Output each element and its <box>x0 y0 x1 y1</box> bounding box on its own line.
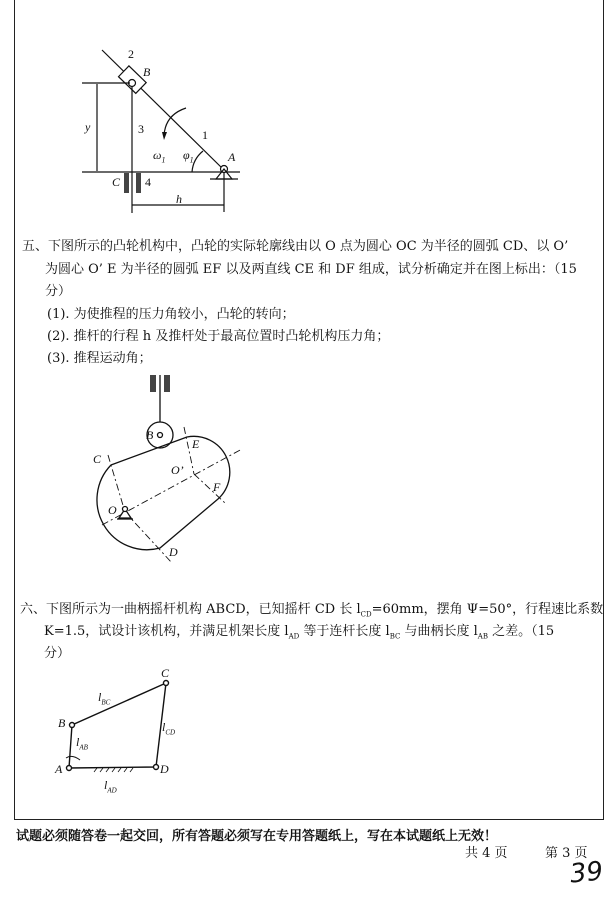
sub-ab-fig: AB <box>79 743 88 752</box>
total-pages: 共 4 页 <box>465 846 508 861</box>
current-page: 第 3 页 <box>545 846 588 861</box>
footer-notice: 试题必须随答卷一起交回，所有答题必须写在专用答题纸上，写在本试题纸上无效！ <box>16 829 498 844</box>
q6-line-1-text: 六、下图所示为一曲柄摇杆机构 ABCD，已知摇杆 CD 长 l <box>20 602 361 617</box>
q6-line-2-end: 之差。（15 <box>487 624 555 639</box>
link-label-A: A <box>55 762 63 776</box>
label-h: h <box>176 192 182 206</box>
sub-ab: AB <box>477 632 488 641</box>
cam-label-C: C <box>93 452 102 466</box>
sub-bc: BC <box>389 632 401 641</box>
cam-label-D: D <box>169 545 178 559</box>
link-label-B: B <box>58 716 66 730</box>
sub-ad-fig: AD <box>107 786 117 795</box>
link-label-lcd <box>162 720 175 736</box>
label-4: 4 <box>145 175 151 189</box>
l-bc: l <box>98 690 102 704</box>
l-cd: l <box>162 720 166 734</box>
sub-bc-fig: BC <box>101 698 111 707</box>
cam-label-O: O <box>108 503 117 517</box>
phi-symbol: φ <box>183 148 190 162</box>
cam-label-E: E <box>192 437 200 451</box>
cam-label-O-prime: O’ <box>171 463 184 477</box>
q5-line-1: 五、下图所示的凸轮机构中，凸轮的实际轮廓线由以 O 点为圆心 OC 为半径的圆弧 CD、以 O’ <box>22 239 569 254</box>
sub-cd: CD <box>360 610 372 619</box>
q6-line-2-text: K=1.5，试设计该机构，并满足机架长度 l <box>44 624 289 639</box>
label-B: B <box>143 65 151 79</box>
cam-label-F: F <box>213 480 221 494</box>
label-C: C <box>112 175 121 189</box>
link-label-C: C <box>161 666 170 680</box>
sub-ad: AD <box>288 632 300 641</box>
q6-line-1-rest: =60mm，摆角 Ψ=50°，行程速比系数 <box>371 602 604 617</box>
link-label-lbc <box>98 690 110 706</box>
label-y: y <box>85 120 91 134</box>
label-A: A <box>228 150 236 164</box>
q5-item-3: (3). 推程运动角； <box>47 351 152 366</box>
q5-item-2: (2). 推杆的行程 h 及推杆处于最高位置时凸轮机构压力角； <box>47 329 390 344</box>
link-label-lad <box>104 778 117 794</box>
q6-line-3: 分） <box>44 646 71 661</box>
q5-item-1: (1). 为使推程的压力角较小，凸轮的转向； <box>47 307 295 322</box>
l-ad: l <box>104 778 108 792</box>
q6-line-2-mid2: 与曲柄长度 l <box>400 624 478 639</box>
label-3: 3 <box>138 122 144 136</box>
handwritten-page-number: 39 <box>568 856 605 890</box>
q5-line-3: 分） <box>45 284 72 299</box>
omega-sub: 1 <box>161 155 166 165</box>
label-1: 1 <box>202 128 208 142</box>
l-ab: l <box>76 735 80 749</box>
link-label-lab <box>76 735 88 751</box>
label-2: 2 <box>128 47 134 61</box>
q5-line-2: 为圆心 O’ E 为半径的圆弧 EF 以及两直线 CE 和 DF 组成，试分析确定并在图上标出：（15 <box>45 262 577 277</box>
sub-cd-fig: CD <box>165 728 176 737</box>
omega-symbol: ω <box>153 148 162 162</box>
q6-line-2-mid: 等于连杆长度 l <box>299 624 390 639</box>
phi-sub: 1 <box>189 155 194 165</box>
link-label-D: D <box>160 762 169 776</box>
cam-label-B: B <box>146 428 154 442</box>
